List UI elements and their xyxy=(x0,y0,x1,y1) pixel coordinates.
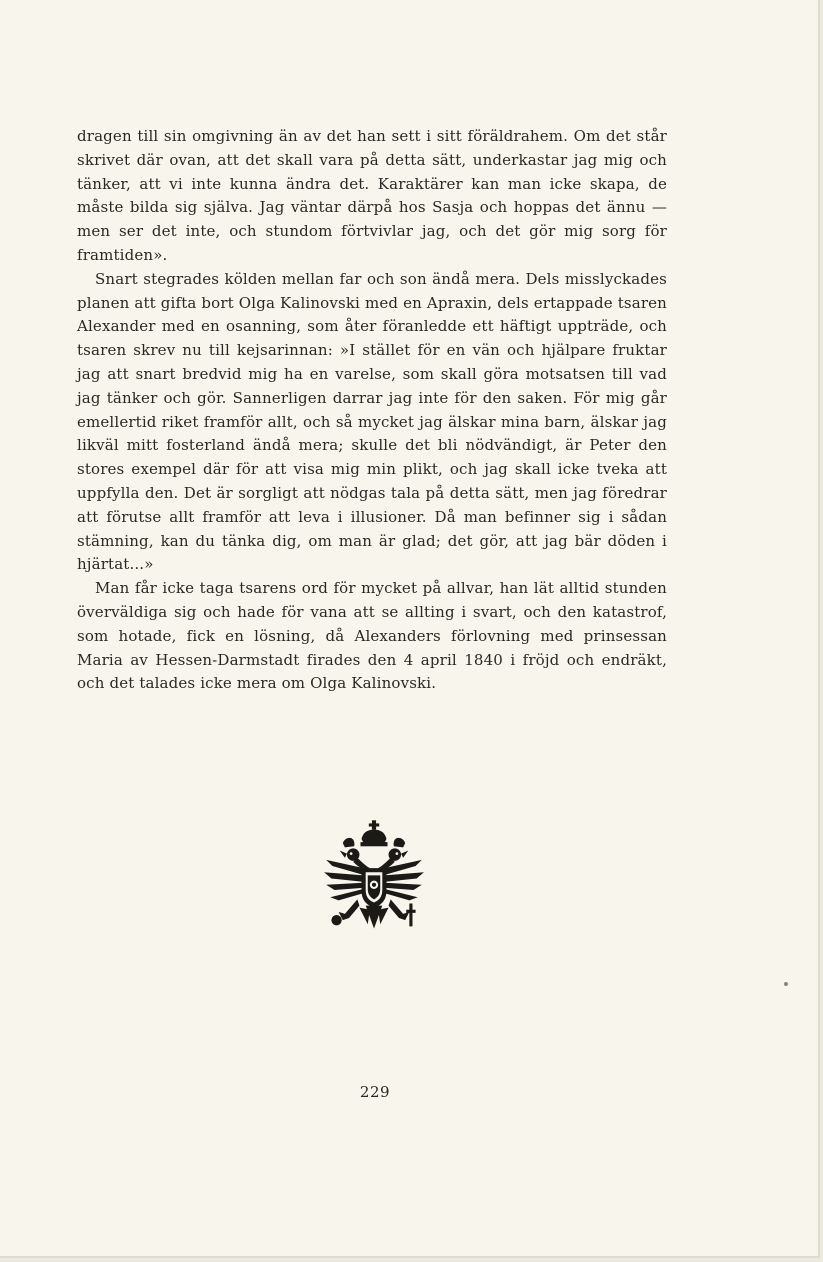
paragraph-tsar-letter: Snart stegrades kölden mellan far och son ändå mera. Dels misslyckades planen att gifta bort Olga Kalinovski med en Apraxin, dels ertappade tsaren Alexander med en osanning, som åter föranledde ett häftigt uppträde, och tsaren skrev nu till kejsarinnan: »I stället för en vän och hjälpare fruktar jag att snart bredvid mig ha en varelse, som skall göra motsatsen till vad jag tänker och gör. Sannerligen darrar jag inte för den saken. För mig går emellertid riket framför allt, och så mycket jag älskar mina barn, älskar jag likväl mitt fosterland ändå mera; skulle det bli nödvändigt, är Peter den stores exempel där för att visa mig min plikt, och jag skall icke tveka att uppfylla den. Det är sorgligt att nödgas tala på detta sätt, men jag föredrar att förutse allt framför att leva i illusioner. Då man befinner sig i sådan stämning, kan du tänka dig, om man är glad; det gör, att jag bär döden i hjärtat...» xyxy=(77,269,667,574)
paper-speck xyxy=(784,982,788,986)
paragraph-continued: dragen till sin omgivning än av det han sett i sitt föräldrahem. Om det står skrivet där ovan, att det skall vara på detta sätt, underkastar jag mig och tänker, att vi inte kunna ändra det. Karaktärer kan man icke skapa, de måste bilda sig själva. Jag väntar därpå hos Sasja och hoppas det ännu — men ser det inte, och stundom förtvivlar jag, och det gör mig sorg för framtiden». xyxy=(77,127,667,264)
body-text xyxy=(77,125,667,696)
paragraph-engagement: Man får icke taga tsarens ord för mycket på allvar, han lät alltid stunden överväldiga sig och hade för vana att se allting i svart, och den katastrof, som hotade, fick en lösning, då Alexanders förlovning med prinsessan Maria av Hessen-Darmstadt firades den 4 april 1840 i fröjd och endräkt, och det talades icke mera om Olga Kalinovski. xyxy=(77,579,667,693)
page-number: 229 xyxy=(359,1083,391,1101)
double-headed-eagle-icon xyxy=(322,820,426,935)
